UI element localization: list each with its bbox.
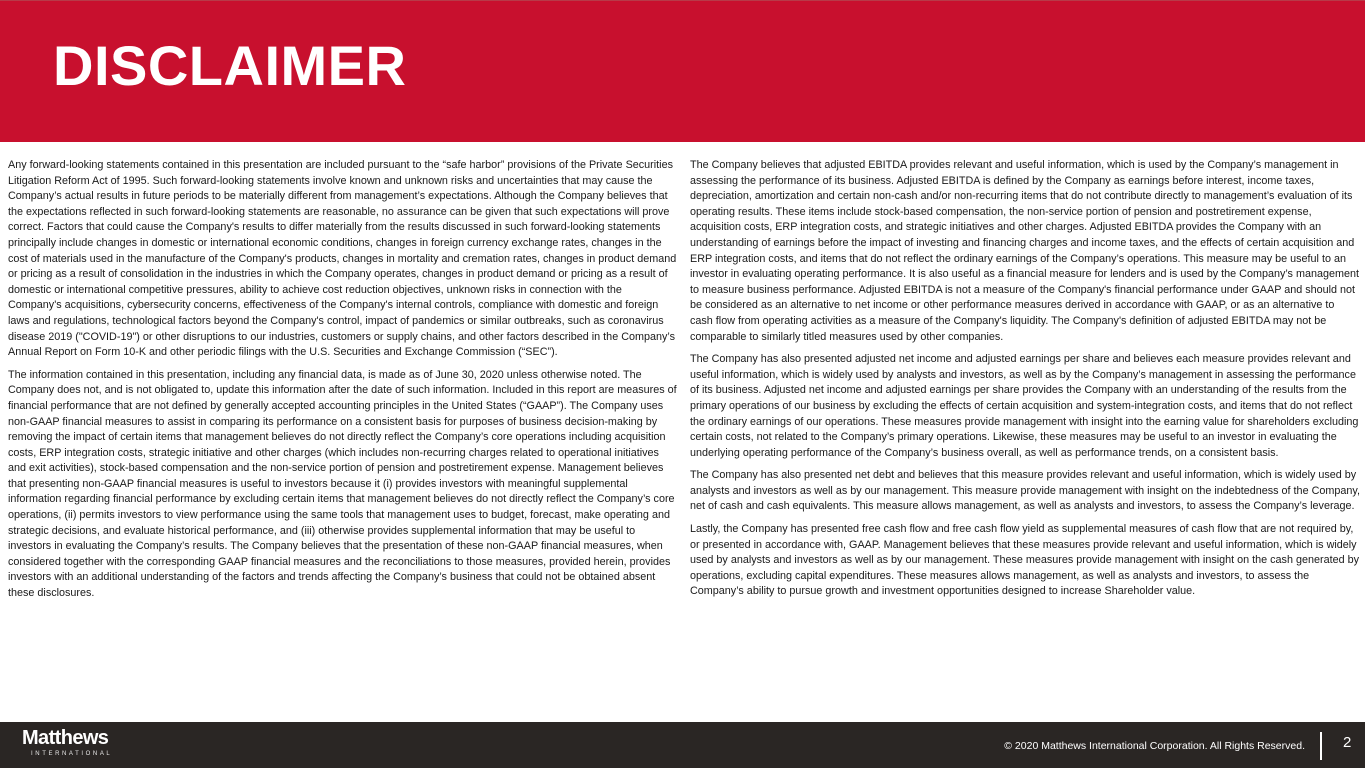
page-title: DISCLAIMER <box>53 34 407 97</box>
copyright-text: © 2020 Matthews International Corporation. All Rights Reserved. <box>1004 740 1305 752</box>
net-debt-paragraph: The Company has also presented net debt and believes that this measure provides relevant and useful information, which is widely used by analysts and investors as well as by our management. This measure provide management with insight on the indebtedness of the Company, net of cash and cash equivalents. This measure allows management, as well as analysts and investors, to assess the Company’s leverage. <box>690 469 1360 513</box>
left-column <box>8 158 678 609</box>
matthews-logo <box>22 727 112 759</box>
adjusted-ebitda-paragraph: The Company believes that adjusted EBITDA provides relevant and useful information, which is used by the Company’s management in assessing the performance of its business. Adjusted EBITDA is defined by the Company as earnings before interest, income taxes, depreciation, amortization and certain non-cash and/or non-recurring items that do not contribute directly to management’s evaluation of its operating results. These items include stock-based compensation, the non-service portion of pension and postretirement expense, acquisition costs, ERP integration costs, and strategic initiatives and other charges. Adjusted EBITDA provides the Company with an understanding of earnings before the impact of investing and financing charges and income taxes, and the effects of certain acquisition and ERP integration costs, and items that do not reflect the ordinary earnings of the Company’s operations. This measure may be useful to an investor in evaluating operating performance. It is also useful as a financial measure for lenders and is used by the Company’s management to measure business performance. Adjusted EBITDA is not a measure of the Company's financial performance under GAAP and should not be considered as an alternative to net income or other performance measures derived in accordance with GAAP, or as an alternative to cash flow from operating activities as a measure of the Company's liquidity. The Company's definition of adjusted EBITDA may not be comparable to similarly titled measures used by other companies. <box>690 159 1359 343</box>
footer-bar <box>0 722 1365 768</box>
forward-looking-paragraph: Any forward-looking statements contained in this presentation are included pursuant to the “safe harbor” provisions of the Private Securities Litigation Reform Act of 1995. Such forward-looking statements involve known and unknown risks and uncertainties that may cause the Company’s actual results in future periods to be materially different from management’s expectations. Although the Company believes that the expectations reflected in such forward-looking statements are reasonable, no assurance can be given that such expectations will prove correct. Factors that could cause the Company's results to differ materially from the results discussed in such forward-looking statements principally include changes in domestic or international economic conditions, changes in foreign currency exchange rates, changes in the cost of materials used in the manufacture of the Company's products, changes in mortality and cremation rates, changes in product demand or pricing as a result of consolidation in the industries in which the Company operates, changes in product demand or pricing as a result of domestic or international competitive pressures, ability to achieve cost reduction objectives, unknown risks in connection with the Company's acquisitions, cybersecurity concerns, effectiveness of the Company's internal controls, compliance with domestic and foreign laws and regulations, technological factors beyond the Company's control, impact of pandemics or similar outbreaks, such as coronavirus disease 2019 ("COVID-19") or other disruptions to our industries, customers or supply chains, and other factors described in the Company’s Annual Report on Form 10-K and other periodic filings with the U.S. Securities and Exchange Commission (“SEC”). <box>8 159 677 359</box>
right-column <box>690 158 1360 607</box>
title-banner <box>0 0 1365 142</box>
adjusted-net-income-paragraph: The Company has also presented adjusted net income and adjusted earnings per share and believes each measure provides relevant and useful information, which is widely used by analysts and investors, as well as by the Company’s management in assessing the performance of its business. Adjusted net income and adjusted earnings per share provides the Company with an understanding of the results from the primary operations of our business by excluding the effects of certain acquisition and system-integration costs, and items that do not reflect the ordinary earnings of our operations. These measures provide management with insight into the earning value for shareholders excluding certain costs, not related to the Company’s primary operations. Likewise, these measures may be useful to an investor in evaluating the underlying operating performance of the Company’s business overall, as well as performance trends, on a consistent basis. <box>690 353 1359 459</box>
non-gaap-paragraph: The information contained in this presentation, including any financial data, is made as of June 30, 2020 unless otherwise noted. The Company does not, and is not obligated to, update this information after the date of such information. Included in this report are measures of financial performance that are not defined by generally accepted accounting principles in the United States (“GAAP”). The Company uses non-GAAP financial measures to assist in comparing its performance on a consistent basis for purposes of business decision-making by removing the impact of certain items that management believes do not directly reflect the Company’s core operations including acquisition costs, ERP integration costs, strategic initiative and other charges (which includes non-recurring charges related to operational initiatives and exit activities), stock-based compensation and the non-service portion of pension and postretirement expense. Management believes that presenting non-GAAP financial measures is useful to investors because it (i) provides investors with meaningful supplemental information regarding financial performance by excluding certain items that management believes do not directly reflect the Company’s core operations, (ii) permits investors to view performance using the same tools that management uses to budget, forecast, make operating and strategic decisions, and evaluate historical performance, and (iii) otherwise provides supplemental information that may be useful to investors in evaluating the Company’s results. The Company believes that the presentation of these non-GAAP financial measures, when considered together with the corresponding GAAP financial measures and the reconciliations to those measures, provided herein, provides investors with an additional understanding of the factors and trends affecting the Company’s business that could not be obtained absent these disclosures. <box>8 368 677 600</box>
free-cash-flow-paragraph: Lastly, the Company has presented free cash flow and free cash flow yield as supplemental measures of cash flow that are not required by, or presented in accordance with, GAAP. Management believes that these measures provide relevant and useful information, which is widely used by analysts and investors as well as by our management. These measures provide management with insight on the cash generated by operations, excluding capital expenditures. These measures allows management, as well as analysts and investors, to assess the Company’s ability to pursue growth and investment opportunities designed to increase Shareholder value. <box>690 523 1359 598</box>
logo-subtitle: INTERNATIONAL <box>31 751 113 757</box>
page-number: 2 <box>1343 734 1352 751</box>
footer-divider <box>1320 732 1322 760</box>
logo-wordmark: Matthews <box>22 727 109 749</box>
